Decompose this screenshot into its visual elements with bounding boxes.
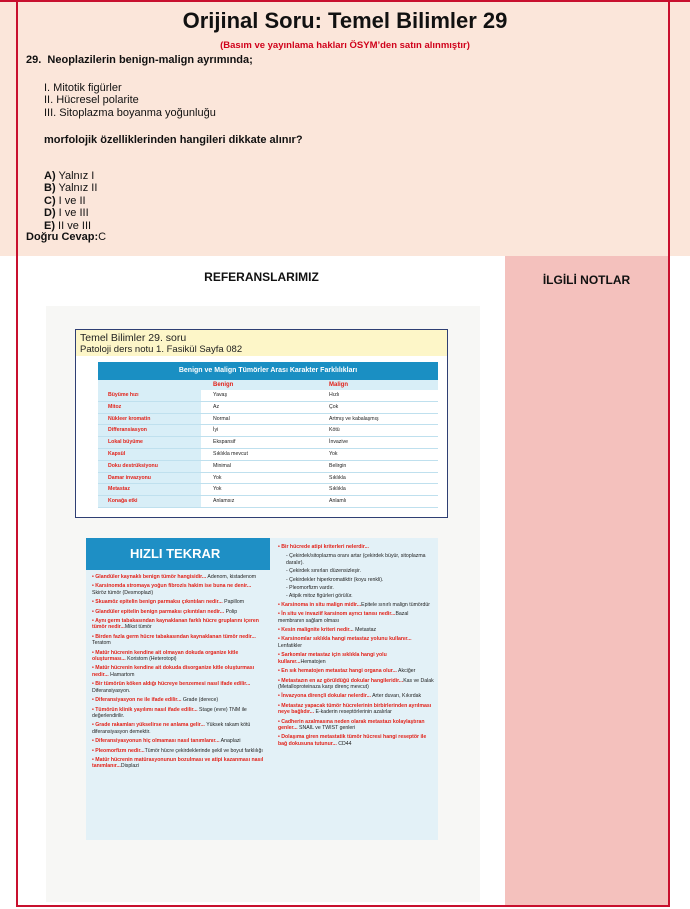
row-feature: Lokal büyüme (98, 437, 201, 448)
review-item: • Matür hücrenin kendine ait olmayan dokuda organize kitle oluşturması... Koristom (Heterotopi) (92, 649, 239, 663)
table-row (98, 449, 438, 461)
scan-header-line1: Temel Bilimler 29. soru (80, 332, 187, 344)
table-body (98, 390, 438, 508)
option-b: B) Yalnız II (44, 182, 98, 194)
review-item: • Diferansiyasyonun hiç olmaması nasıl tanımlanır... Anaplazi (92, 738, 241, 745)
review-item: • Glandüler epitelin benign parmaksı çıkıntıları nedir... Polip (92, 608, 238, 615)
row-malign: Yok (329, 450, 338, 457)
review-item: • Kesin malignite kriteri nedir... Metastaz (278, 627, 377, 634)
notes-title: İLGİLİ NOTLAR (542, 273, 631, 287)
row-feature: Doku destrüksiyonu (98, 461, 201, 472)
review-item: • Tümörün klinik yayılımı nasıl ifade edilir... Stage (evre) TNM ile değerlendirilir. (92, 706, 247, 719)
row-benign: Yavaş (213, 392, 228, 398)
scan-header-line2: Patoloji ders notu 1. Fasikül Sayfa 082 (80, 344, 243, 355)
review-subitem: - Atipik mitoz figürleri görülür. (286, 593, 353, 600)
col-benign: Benign (201, 380, 317, 390)
question-item: III. Sitoplazma boyanma yoğunluğu (44, 106, 216, 119)
row-feature: Metastaz (98, 484, 201, 495)
review-item: • Matür hücrenin matürasyonunun bozulması ve atipi kazanması nasıl tanımlanır...Displazi (92, 756, 264, 770)
option-e: E) II ve III (44, 219, 92, 232)
row-benign: İyi (213, 427, 219, 434)
row-malign: Anlamlı (329, 498, 347, 505)
row-benign: Sıklıkla mevcut (213, 450, 248, 457)
row-feature: Mitoz (98, 402, 201, 413)
row-malign: Sıklıkla (329, 474, 346, 481)
review-item: • Aynı germ tabakasından kaynaklanan farklı hücre gruplarını içeren tümör nedir...Mikst tümör (92, 618, 259, 631)
review-item: • İnvazyona dirençli dokular nelerdir... Arter duvarı, Kıkırdak (278, 693, 422, 700)
question-number: 29. (26, 54, 42, 66)
row-benign: Yok (213, 486, 222, 493)
table-row (98, 437, 438, 449)
quick-review-title: HIZLI TEKRAR (86, 538, 270, 570)
table-row (98, 414, 438, 426)
question-text: Neoplazilerin benign-malign ayrımında; (47, 54, 253, 66)
row-benign: Ekspansif (213, 439, 236, 446)
table-row (98, 402, 438, 414)
page-title: Orijinal Soru: Temel Bilimler 29 (182, 8, 508, 33)
question-ask: morfolojik özelliklerinden hangileri dikkate alınır? (44, 134, 303, 146)
row-malign: Artmış ve kabalaşmış (329, 415, 379, 422)
scan-header (75, 329, 448, 357)
col-malign: Malign (317, 380, 438, 390)
question-item: II. Hücresel polarite (44, 94, 139, 106)
row-feature: Nükleer kromatin (98, 414, 201, 425)
correct-answer: Doğru Cevap:C (26, 231, 107, 243)
review-item: • Matür hücrenin kendine ait dokuda disorganize kitle oluşturması nedir... Hamartom (92, 665, 255, 678)
row-benign: Az (213, 403, 220, 410)
review-item: • Bir tümörün köken aldığı hücreye benzemesi nasıl ifade edilir... Diferansiyasyon. (92, 681, 251, 694)
row-feature: Kapsül (98, 449, 201, 460)
row-malign: Çok (329, 403, 339, 410)
row-feature: Büyüme hızı (98, 390, 201, 401)
review-subitem: - Çekirdek/sitoplazma oranı artar (çekirdek büyür, sitoplazma daralır). (286, 553, 426, 566)
review-subitem: - Pleomorfizm vardır. (286, 585, 334, 592)
row-benign: Yok (213, 474, 222, 481)
question-item: I. Mitotik figürler (44, 81, 122, 94)
row-malign: Kötü (329, 427, 340, 434)
review-item: • Cadherin azalmasına neden olarak metastazı kolaylaştıran genler... SNAIL ve TWIST genleri (278, 718, 425, 731)
table-header-row (98, 380, 438, 390)
review-item: • En sık hematojen metastaz hangi organa olur... Akciğer (278, 668, 416, 675)
review-item: • Karsinomda stromaya yoğun fibrozis hakim ise buna ne denir... Skiröz tümör (Desmoplazi) (92, 583, 252, 596)
notes-panel (505, 256, 668, 905)
table-title: Benign ve Malign Tümörler Arası Karakter Farklılıkları (98, 362, 438, 380)
question-items (44, 82, 303, 120)
review-item: • Metastazın en az görüldüğü dokular hangileridir...Kas ve Dalak (Metalloproteinaza karşı direnç mevcut) (278, 677, 434, 690)
row-malign: İnvazive (329, 439, 349, 446)
quick-review-right-list (278, 544, 434, 750)
row-benign: Normal (213, 415, 230, 422)
answer-options (44, 170, 303, 233)
review-item: • Dolaşıma giren metastatik tümör hücresi hangi reseptör ile bağ dokusuna tutunur... CD44 (278, 734, 427, 747)
copyright-note: (Basım ve yayınlama hakları ÖSYM’den satın alınmıştır) (220, 40, 470, 51)
review-item: • Karsinoma in situ malign midir...Epitele sınırlı malign tümördür (278, 601, 431, 608)
table-row (98, 484, 438, 496)
review-item: • Grade rakamları yükselirse ne anlama gelir... Yüksek rakam kötü diferansiyasyon demektir. (92, 722, 251, 735)
row-feature: Differansiasyon (98, 425, 201, 436)
option-c: C) I ve II (44, 194, 86, 207)
review-item: • Bir hücrede atipi kriterleri nelerdir... (278, 544, 369, 550)
review-item: • Pleomorfizm nedir...Tümör hücre çekirdeklerinde şekil ve boyut farklılığı (92, 747, 263, 754)
review-item: • Sarkomlar metastaz için sıklıkla hangi yolu kullanır...Hematojen (278, 652, 387, 665)
comparison-table (98, 362, 438, 508)
row-benign: Anlamsız (213, 498, 235, 505)
review-item: • Metastaz yapacak tümör hücrelerinin birbirlerinden ayrılması neye bağlıdır... E-kaderin reseptörlerinin azalırlar (278, 702, 432, 716)
table-row (98, 461, 438, 473)
table-row (98, 390, 438, 402)
review-item: • Diferansiyasyon ne ile ifade edilir... Grade (derece) (92, 697, 219, 704)
row-benign: Minimal (213, 462, 231, 469)
table-row (98, 496, 438, 508)
review-subitem: - Çekirdekler hiperkromatiktir (koyu renkli). (286, 576, 384, 583)
row-feature: Konağa etki (98, 496, 201, 507)
option-d: D) I ve III (44, 207, 89, 219)
references-title: REFERANSLARIMIZ (204, 270, 319, 284)
row-feature: Damar invazyonu (98, 473, 201, 484)
option-a: A) Yalnız I (44, 169, 95, 182)
row-malign: Belirgin (329, 462, 347, 469)
question-stem (26, 54, 303, 67)
row-malign: Sıklıkla (329, 486, 346, 493)
row-malign: Hızlı (329, 392, 340, 398)
question-block (26, 54, 303, 232)
table-row (98, 425, 438, 437)
review-item: • Skuamöz epitelin benign parmaksı çıkıntıları nedir... Papillom (92, 599, 245, 606)
review-subitem: - Çekirdek sınırları düzensizleşir. (286, 568, 361, 575)
review-item: • Glandüler kaynaklı benign tümör hangisidir... Adenom, kistadenom (92, 574, 257, 580)
review-item: • İn situ ve invaziif karsinom ayrıcı tanısı nedir...Bazal membranın sağlam olması (278, 611, 409, 624)
review-item: • Karsinomlar sıklıkla hangi metastaz yolunu kullanır... Lenfatikler (278, 636, 412, 649)
table-row (98, 473, 438, 485)
review-item: • Birden fazla germ hücre tabakasından kaynaklanan tümör nedir... Teratom (92, 633, 256, 647)
quick-review-left-list (92, 574, 264, 773)
